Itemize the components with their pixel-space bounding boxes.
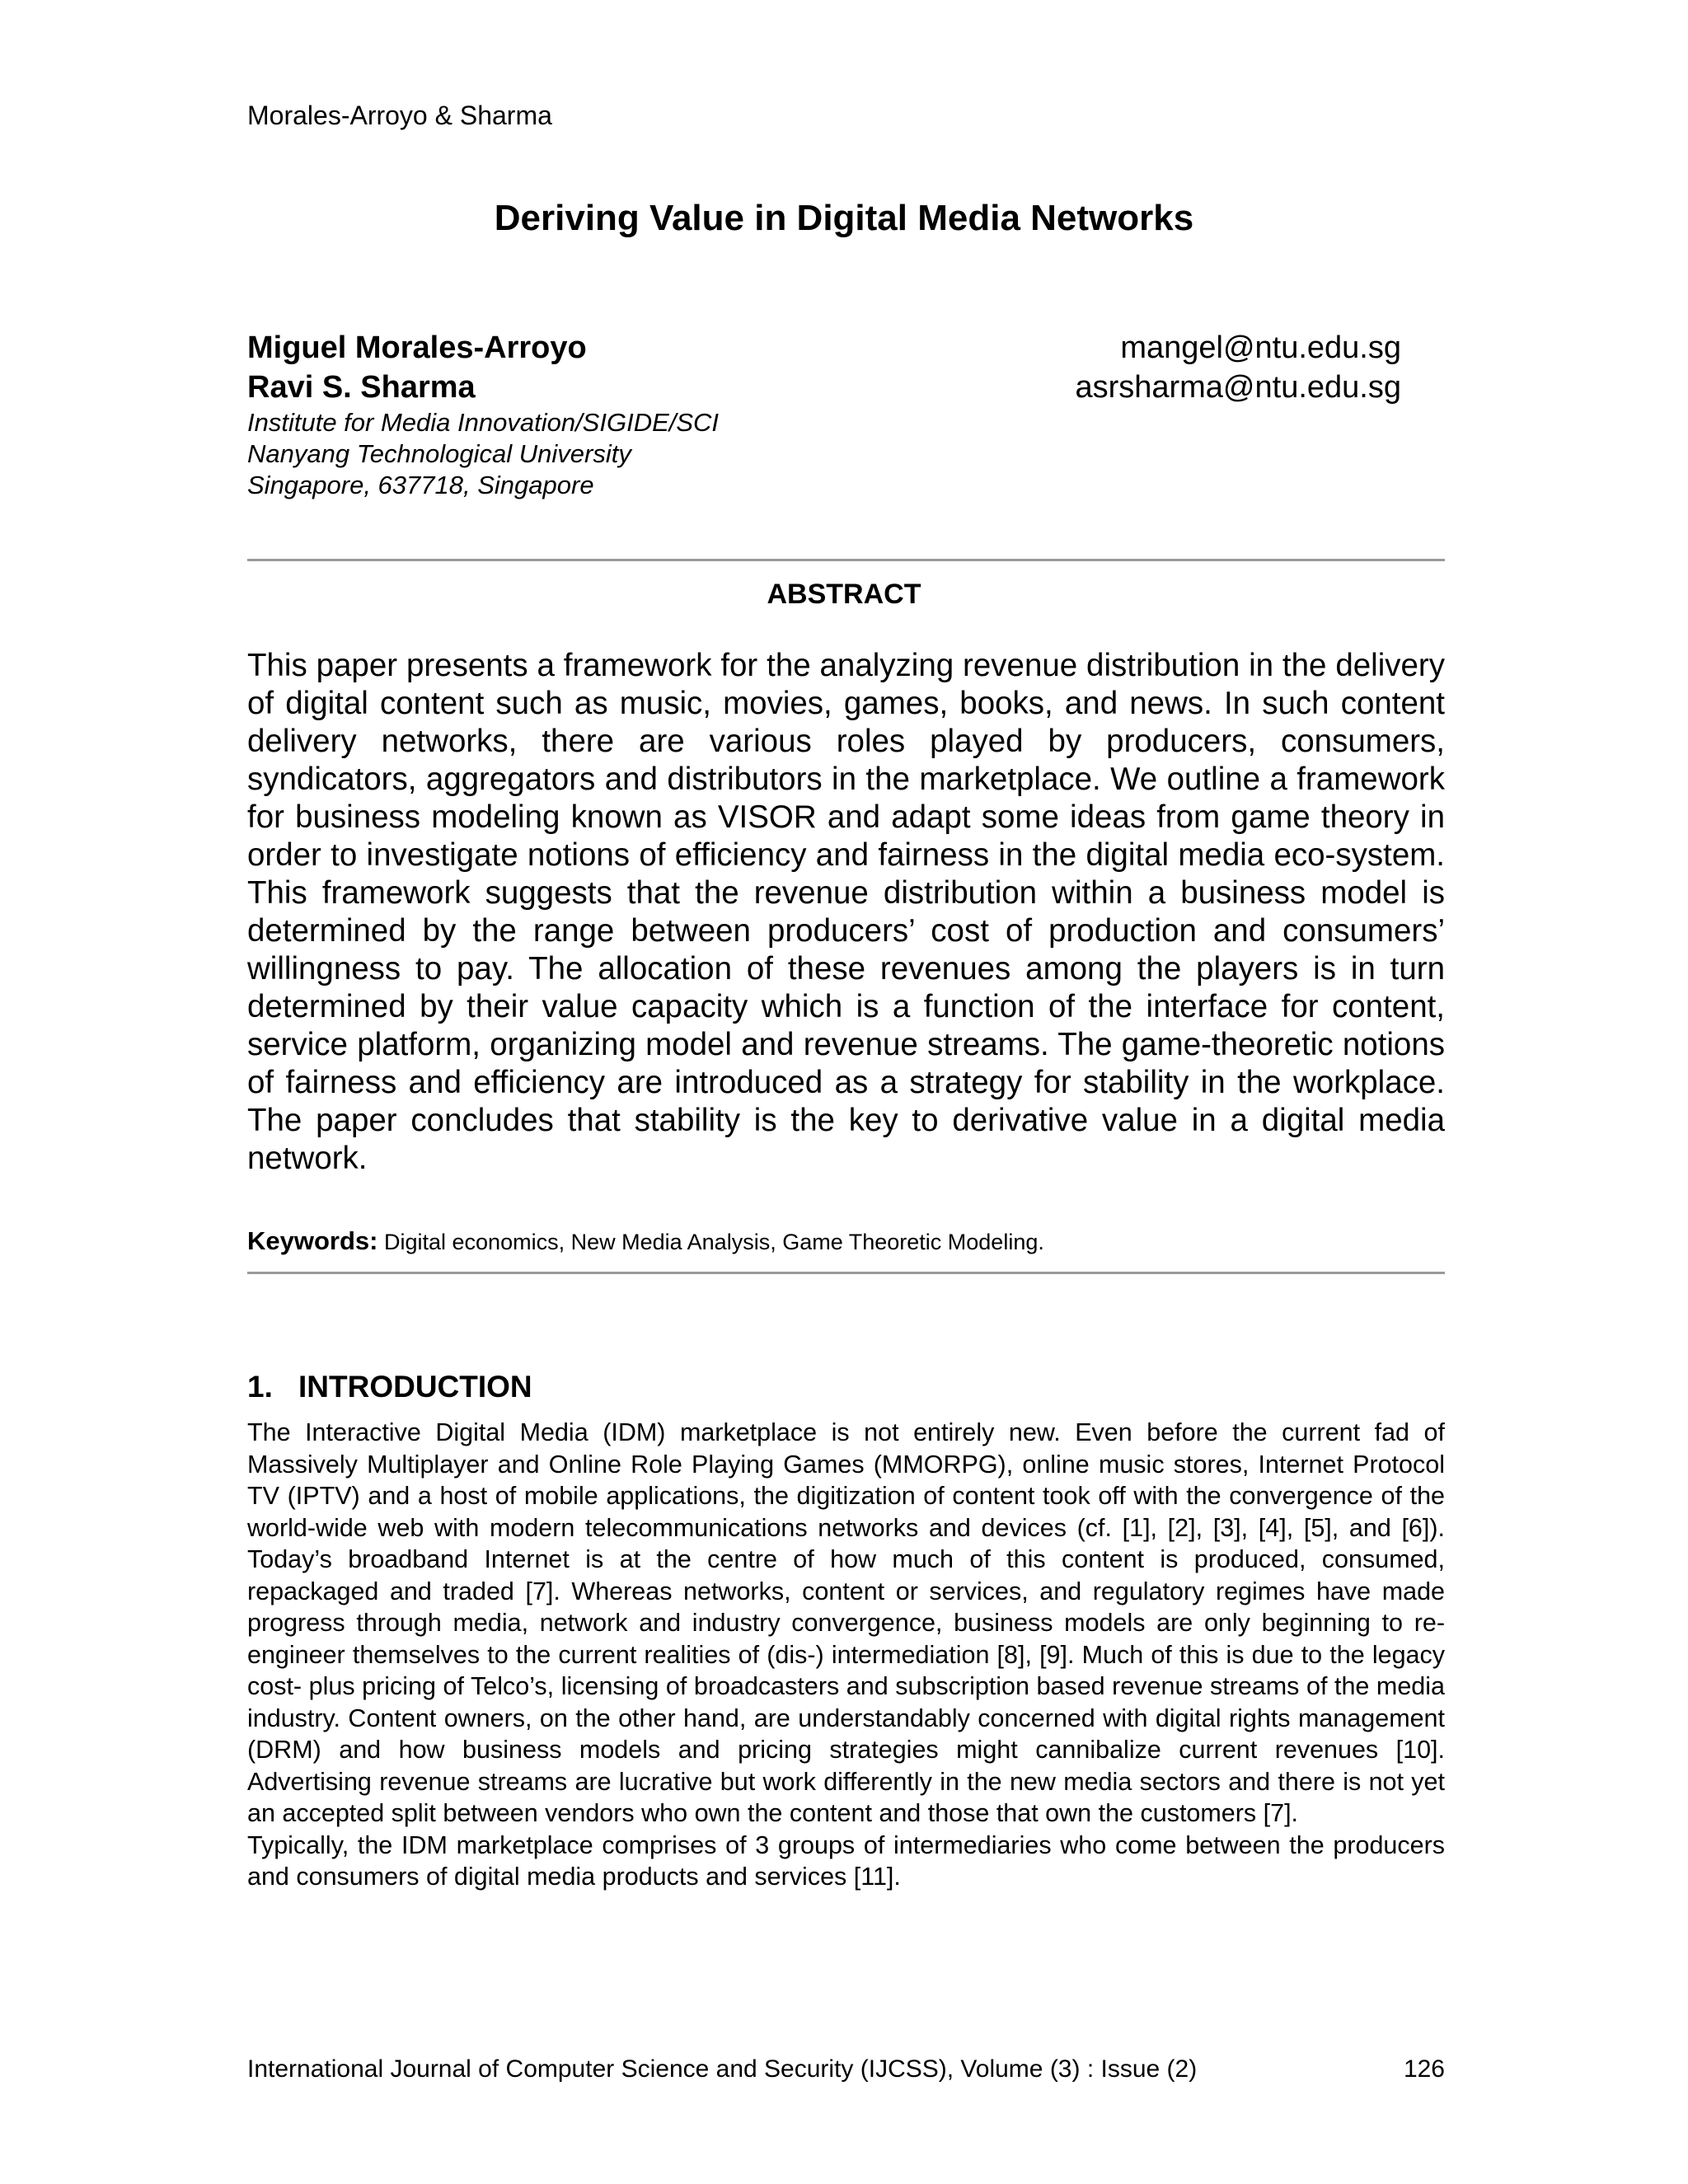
abstract-heading: ABSTRACT bbox=[767, 579, 921, 610]
page-footer bbox=[247, 2055, 1445, 2083]
page-number: 126 bbox=[1403, 2055, 1445, 2083]
author-row bbox=[247, 368, 1401, 407]
author-name: Miguel Morales-Arroyo bbox=[247, 330, 587, 365]
author-name: Ravi S. Sharma bbox=[247, 370, 476, 405]
affiliation-line: Nanyang Technological University bbox=[247, 439, 631, 468]
section-title: INTRODUCTION bbox=[298, 1370, 532, 1404]
journal-citation: International Journal of Computer Science and Security (IJCSS), Volume (3) : Issue (2) bbox=[247, 2055, 1198, 2083]
author-email: mangel@ntu.edu.sg bbox=[1120, 330, 1401, 365]
divider-bottom bbox=[247, 1272, 1445, 1274]
keywords-label: Keywords: bbox=[247, 1226, 378, 1255]
abstract-text: This paper presents a framework for the analyzing revenue distribution in the delivery of digital content such as music, movies, games, books, and news. In such content delivery networks, there are various roles played by producers, consumers, syndicators, aggregators and distributors in the marketplace. We outline a framework for business modeling known as VISOR and adapt some ideas from game theory in order to investigate notions of efficiency and fairness in the digital media eco-system. This framework suggests that the revenue distribution within a business model is determined by the range between producers’ cost of production and consumers’ willingness to pay. The allocation of these revenues among the players is in turn determined by their value capacity which is a function of the interface for content, service platform, organizing model and revenue streams. The game-theoretic notions of fairness and efficiency are introduced as a strategy for stability in the workplace. The paper concludes that stability is the key to derivative value in a digital media network. bbox=[247, 648, 1445, 1176]
section-number: 1. bbox=[247, 1370, 273, 1404]
affiliation-line: Singapore, 637718, Singapore bbox=[247, 471, 594, 499]
author-block bbox=[247, 328, 1401, 501]
affiliation-line: Institute for Media Innovation/SIGIDE/SCI bbox=[247, 408, 720, 437]
keywords-text: Digital economics, New Media Analysis, Game Theoretic Modeling. bbox=[384, 1230, 1044, 1254]
body-paragraph: Typically, the IDM marketplace comprises of 3 groups of intermediaries who come between the producers and consumers of digital media products and services [11]. bbox=[247, 1830, 1445, 1891]
running-head: Morales-Arroyo & Sharma bbox=[247, 101, 552, 130]
divider-top bbox=[247, 559, 1445, 561]
section-heading bbox=[247, 1370, 532, 1404]
body-paragraph: The Interactive Digital Media (IDM) marketplace is not entirely new. Even before the current fad of Massively Multiplayer and Online Role Playing Games (MMORPG), online music stores, Internet Protocol TV (IPTV) and a host of mobile applications, the digitization of content took off with the convergence of the world-wide web with modern telecommunications networks and devices (cf. [1], [2], [3], [4], [5], and [6]). Today’s broadband Internet is at the centre of how much of this content is produced, consumed, repackaged and traded [7]. Whereas networks, content or services, and regulatory regimes have made progress through media, network and industry convergence, business models are only beginning to re-engineer themselves to the current realities of (dis-) intermediation [8], [9]. Much of this is due to the legacy cost- plus pricing of Telco’s, licensing of broadcasters and subscription based revenue streams of the media industry. Content owners, on the other hand, are understandably concerned with digital rights management (DRM) and how business models and pricing strategies might cannibalize current revenues [10]. Advertising revenue streams are lucrative but work differently in the new media sectors and there is not yet an accepted split between vendors who own the content and those that own the customers [7]. bbox=[247, 1418, 1445, 1827]
paper-title: Deriving Value in Digital Media Networks bbox=[494, 198, 1194, 238]
section-body bbox=[247, 1417, 1445, 1893]
keywords bbox=[247, 1226, 1445, 1256]
author-email: asrsharma@ntu.edu.sg bbox=[1075, 370, 1401, 405]
author-row bbox=[247, 328, 1401, 368]
